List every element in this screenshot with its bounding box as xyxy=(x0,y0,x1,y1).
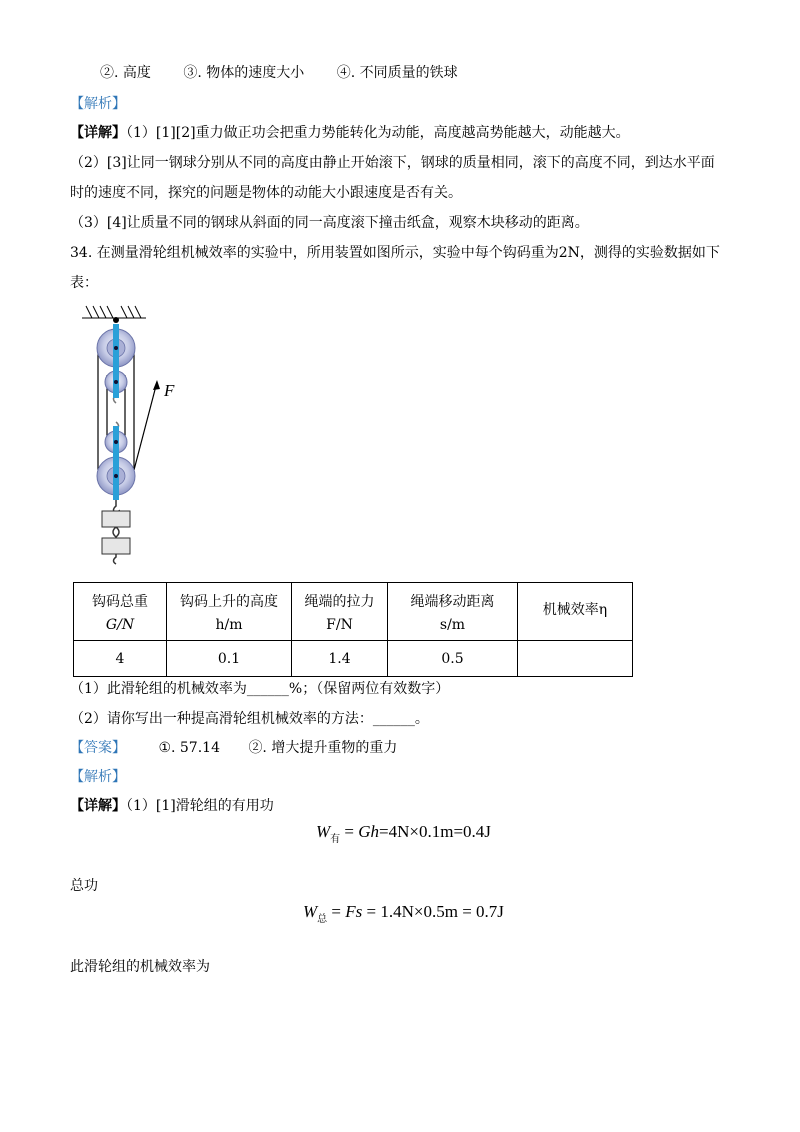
analysis-tag: 【解析】 xyxy=(70,96,126,112)
sub-question: （1）此滑轮组的机械效率为______%；（保留两位有效数字） xyxy=(70,681,450,697)
table-header-cell: 钩码总重 G/N xyxy=(74,583,167,641)
pulley-frame xyxy=(113,324,119,398)
detail-line: （2）[3]让同一钢球分别从不同的高度由静止开始滚下，钢球的质量相同，滚下的高度不同，到达水平面 xyxy=(70,155,715,171)
detail-line xyxy=(70,123,630,143)
sub-question: （2）请你写出一种提高滑轮组机械效率的方法：______。 xyxy=(70,711,429,727)
table-row xyxy=(74,641,633,677)
prev-answers xyxy=(100,63,458,83)
detail-text: （1）[1][2]重力做正功会把重力势能转化为动能，高度越高势能越大，动能越大。 xyxy=(126,125,630,141)
prev-answer-item: ④. 不同质量的铁球 xyxy=(336,65,458,81)
answer-tag: 【答案】 xyxy=(70,740,126,756)
table-cell: 4 xyxy=(74,641,167,677)
prev-answer-item: ②. 高度 xyxy=(100,65,151,81)
detail-tag: 【详解】 xyxy=(70,125,126,141)
table-header-row xyxy=(74,583,633,641)
detail-tag: 【详解】 xyxy=(70,798,126,814)
detail-line: 时的速度不同，探究的问题是物体的动能大小跟速度是否有关。 xyxy=(70,185,462,201)
answer-item: ②. 增大提升重物的重力 xyxy=(248,740,398,756)
pulley-frame xyxy=(113,426,119,500)
table-header-cell: 绳端的拉力 F/N xyxy=(292,583,388,641)
question-stem: 表： xyxy=(70,275,98,291)
ceiling-hatch xyxy=(82,306,146,318)
detail-line: （3）[4]让质量不同的钢球从斜面的同一高度滚下撞击纸盒，观察木块移动的距离。 xyxy=(70,215,589,231)
data-table xyxy=(73,582,633,677)
equation-useful-work: $W_有 = Gh=4N\times 0.1m=0.4J$ xyxy=(316,822,491,845)
prev-answer-item: ③. 物体的速度大小 xyxy=(183,65,305,81)
force-arrow xyxy=(153,380,160,390)
analysis-tag: 【解析】 xyxy=(70,769,126,785)
equation-total-work: $W_总 = Fs = 1.4N\times 0.5m = 0.7J$ xyxy=(303,902,504,925)
answer-item: ①. 57.14 xyxy=(158,740,220,756)
question-stem: 34. 在测量滑轮组机械效率的实验中，所用装置如图所示，实验中每个钩码重为2N，测得的实验数据如下 xyxy=(70,245,720,261)
hook-weight xyxy=(102,538,130,554)
table-cell: 0.1 xyxy=(167,641,292,677)
hook-weight xyxy=(102,511,130,527)
rope xyxy=(98,348,157,470)
table-cell xyxy=(518,641,633,677)
table-cell: 1.4 xyxy=(292,641,388,677)
pulley-figure xyxy=(80,300,210,565)
force-label: F xyxy=(164,381,175,400)
answer-line xyxy=(70,738,397,758)
table-header-cell: 钩码上升的高度 h/m xyxy=(167,583,292,641)
efficiency-label: 此滑轮组的机械效率为 xyxy=(70,959,210,975)
detail-text: （1）[1]滑轮组的有用功 xyxy=(126,798,274,814)
total-work-label: 总功 xyxy=(70,878,98,894)
table-header-cell: 机械效率η xyxy=(518,583,633,641)
table-cell: 0.5 xyxy=(388,641,518,677)
table-header-cell: 绳端移动距离 s/m xyxy=(388,583,518,641)
detail-line xyxy=(70,796,274,816)
